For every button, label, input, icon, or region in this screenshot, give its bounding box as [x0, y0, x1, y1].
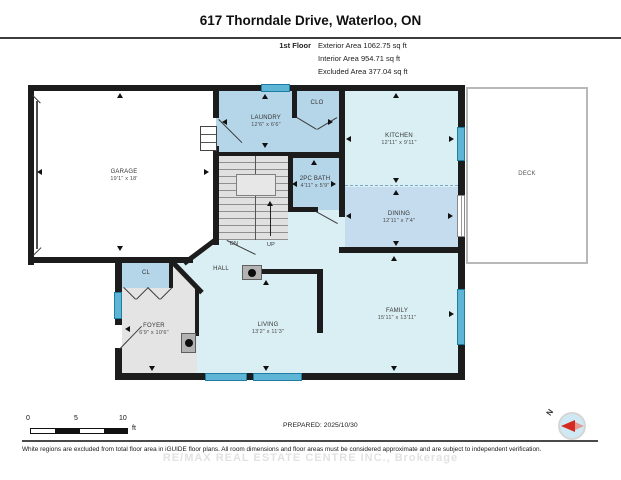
interior-area: Interior Area 954.71 sq ft [318, 54, 401, 63]
exterior-area: Exterior Area 1062.75 sq ft [318, 41, 407, 50]
dimension-arrow [448, 213, 453, 219]
dimension-arrow [393, 241, 399, 246]
stair-up-arrow-line [270, 206, 271, 236]
laundry-label [230, 114, 302, 130]
step-line [201, 134, 216, 135]
wall [28, 85, 34, 265]
dimension-arrow [117, 246, 123, 251]
dimension-arrow [117, 93, 123, 98]
room-name: FOYER [143, 323, 165, 329]
scale-tick-0: 0 [26, 415, 30, 422]
patio-door-line [461, 196, 462, 236]
dimension-arrow [311, 160, 317, 165]
wall [339, 247, 465, 253]
dimension-arrow [449, 136, 454, 142]
dimension-arrow [37, 169, 42, 175]
garage-steps [200, 126, 217, 151]
dimension-arrow [393, 93, 399, 98]
page-title: 617 Thorndale Drive, Waterloo, ON [199, 13, 422, 28]
closet-clo-label [297, 99, 337, 107]
stairs-dn-label: DN [229, 241, 239, 247]
living-family-stub-wall [317, 269, 323, 333]
room-name: GARAGE [110, 169, 138, 175]
dimension-arrow [149, 366, 155, 371]
room-name: KITCHEN [385, 133, 413, 139]
room-name: FAMILY [385, 308, 409, 314]
window [114, 292, 122, 319]
scale-bar [30, 428, 128, 434]
brokerage-watermark: RE/MAX REAL ESTATE CENTRE INC., Brokerage [162, 452, 459, 464]
dimension-arrow [391, 256, 397, 261]
dining-label [359, 210, 439, 226]
scale-segment [55, 429, 80, 433]
window [261, 84, 290, 92]
compass-icon [558, 412, 586, 440]
room-name: CLO [310, 100, 324, 106]
post-dot [248, 269, 256, 277]
dining-open-boundary [345, 185, 458, 186]
room-dims: 12'6" x 6'6" [251, 122, 281, 129]
window [457, 289, 465, 345]
window [205, 373, 247, 381]
wall [195, 289, 199, 336]
compass-north-label: N [544, 407, 556, 418]
excluded-area: Excluded Area 377.04 sq ft [318, 67, 408, 76]
scale-tick-5: 5 [74, 415, 78, 422]
room-dims: 4'11" x 5'9" [300, 183, 330, 190]
wall [28, 85, 465, 91]
living-label [228, 321, 308, 337]
family-label [357, 307, 437, 323]
garage-label [84, 168, 164, 184]
dimension-arrow [328, 119, 333, 125]
garage-door [36, 101, 38, 249]
scale-tick-10: 10 [119, 415, 127, 422]
stairs-up-label: UP [266, 242, 276, 248]
room-name: HALL [213, 266, 229, 272]
dimension-arrow [263, 280, 269, 285]
floor-label: 1st Floor [279, 41, 311, 50]
room-name: LIVING [257, 322, 279, 328]
wall [213, 85, 219, 118]
hall-post [242, 265, 262, 280]
room-name: DECK [518, 171, 536, 177]
room-dims: 13'2" x 11'3" [251, 329, 285, 336]
room-dims: 6'9" x 10'6" [139, 330, 169, 337]
dimension-arrow [393, 190, 399, 195]
railing-wall [262, 269, 322, 274]
compass-needle [561, 420, 575, 432]
foyer-label [118, 322, 190, 338]
staircase [219, 156, 288, 240]
bath-label [285, 175, 345, 191]
room-dims: 12'11" x 9'11" [381, 140, 417, 147]
compass-tail [575, 422, 584, 430]
dimension-arrow [346, 136, 351, 142]
wall [339, 85, 345, 217]
dimension-arrow [222, 119, 227, 125]
footer-divider [22, 440, 598, 442]
scale-unit: ft [132, 425, 136, 432]
room-dims: 15'11" x 13'11" [377, 315, 417, 322]
stair-handrail [236, 174, 276, 196]
dimension-arrow [262, 94, 268, 99]
room-name: CL [141, 270, 151, 276]
scale-segment [104, 429, 128, 433]
kitchen-label [359, 132, 439, 148]
room-name: LAUNDRY [251, 115, 281, 121]
patio-door [457, 195, 465, 237]
disclaimer-text: White regions are excluded from total floor area in iGUIDE floor plans. All room dimensions and floor areas must be considered approximate and are subject to independent verification. [22, 446, 542, 453]
dimension-arrow [449, 311, 454, 317]
prepared-date: PREPARED: 2025/10/30 [283, 422, 358, 429]
dimension-arrow [204, 169, 209, 175]
stair-divider [255, 156, 256, 240]
dimension-arrow [262, 143, 268, 148]
room-dims: 19'1" x 18' [110, 176, 138, 183]
title-divider [0, 37, 621, 39]
wall [115, 257, 122, 293]
dimension-arrow [393, 178, 399, 183]
wall [288, 207, 318, 212]
step-line [201, 142, 216, 143]
deck-label [487, 170, 567, 178]
wall [115, 348, 122, 379]
room-name: 2PC BATH [299, 176, 331, 182]
closet-cl-label [126, 269, 166, 277]
stair-up-arrow-head [267, 201, 273, 206]
dimension-arrow [263, 366, 269, 371]
window [253, 373, 302, 381]
window [457, 127, 465, 161]
hall-label [201, 265, 241, 273]
post-dot [185, 339, 193, 347]
room-name: DINING [387, 211, 411, 217]
dimension-arrow [391, 366, 397, 371]
room-dims: 12'11" x 7'4" [382, 218, 416, 225]
dimension-arrow [346, 213, 351, 219]
